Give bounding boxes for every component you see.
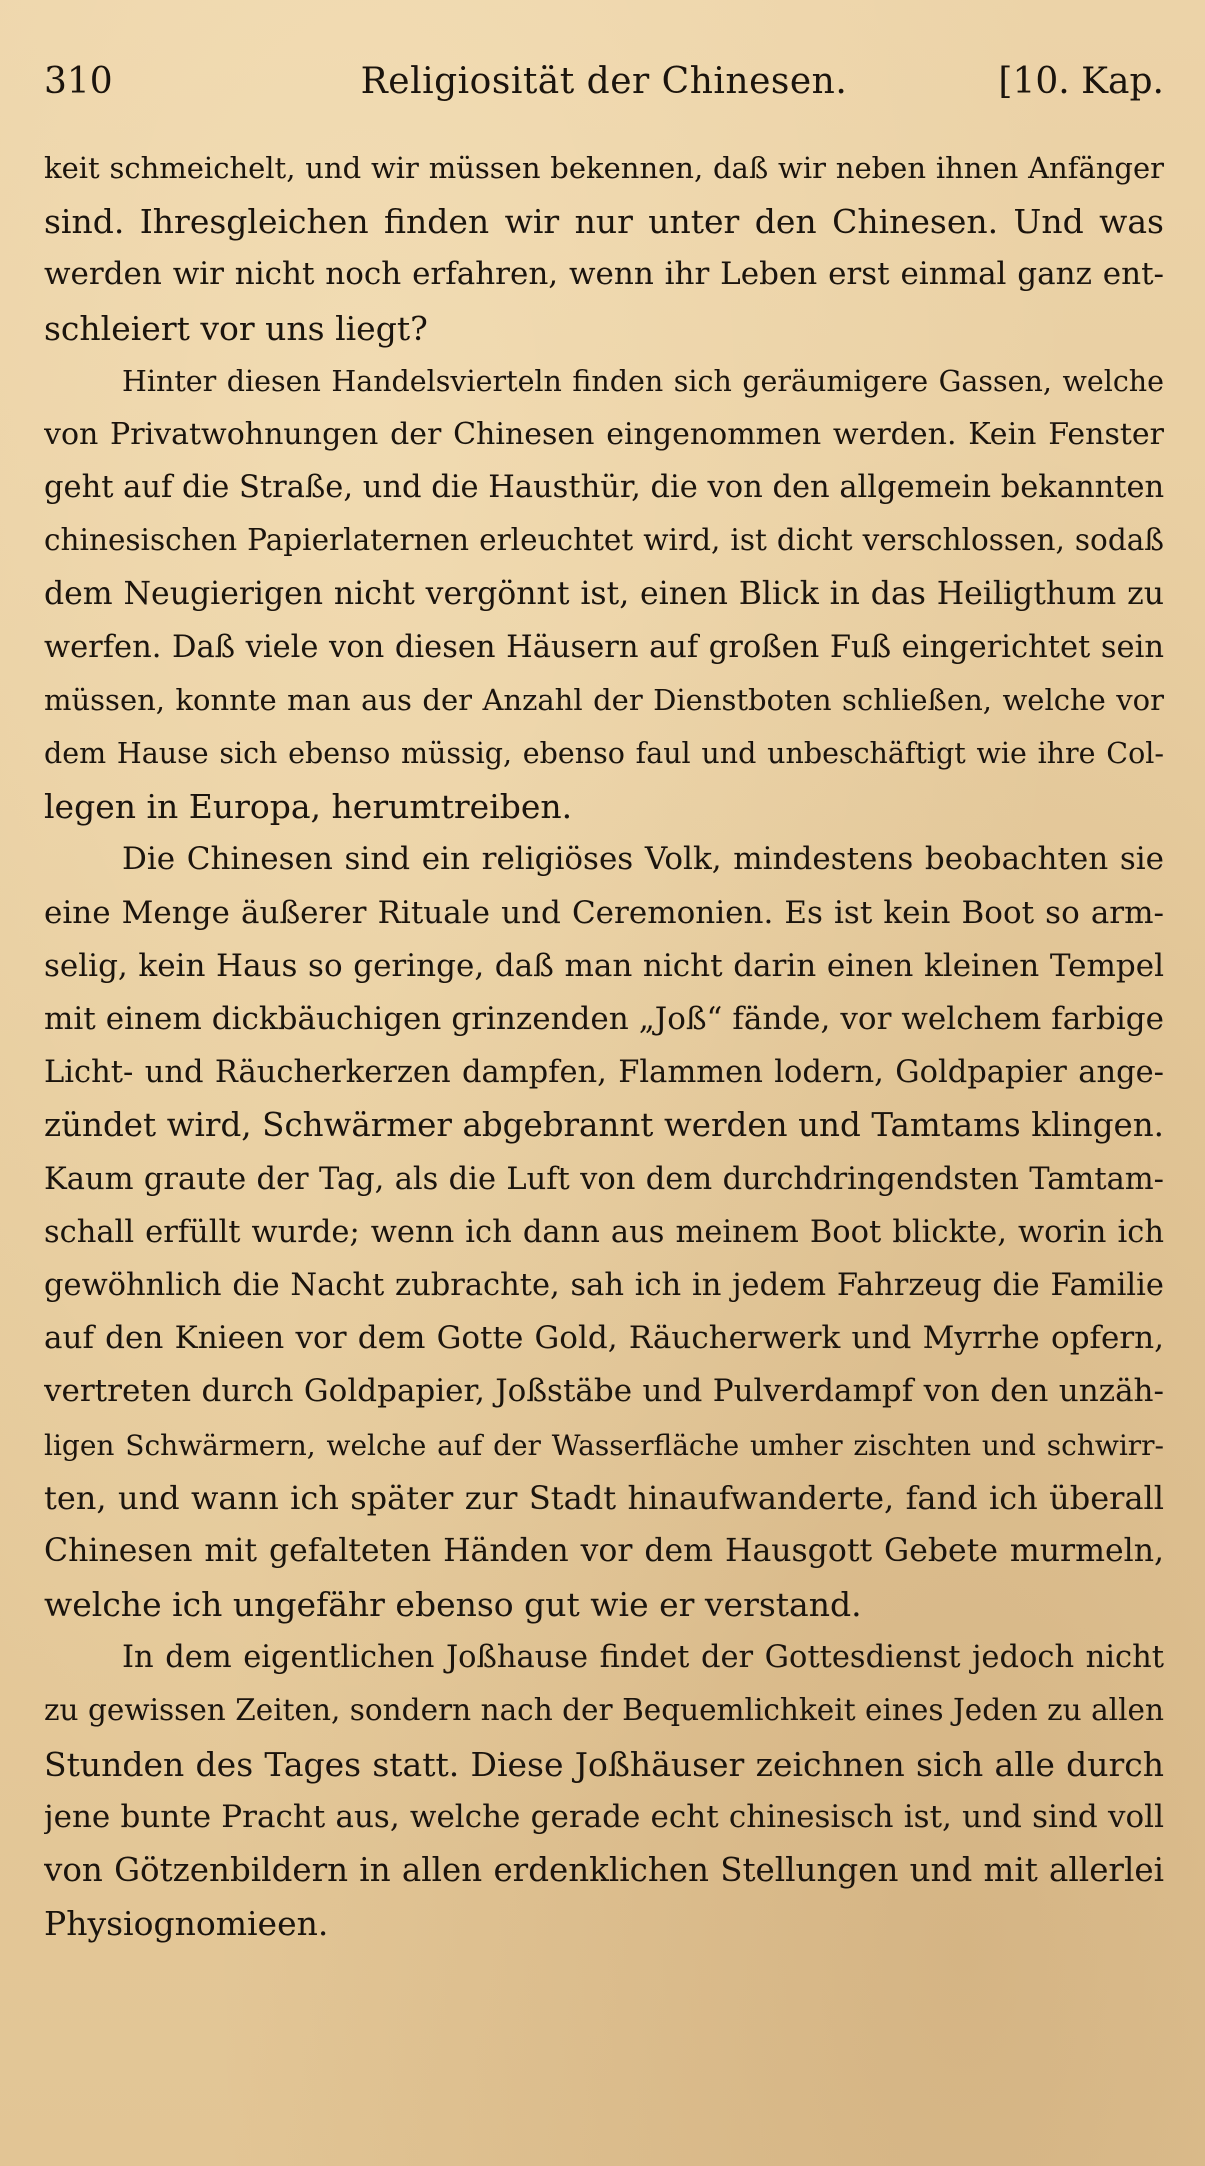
text-line: sind. Ihresgleichen finden wir nur unter den Chinesen. Und was [44,202,1164,242]
text-line: auf den Knieen vor dem Gotte Gold, Räucherwerk und Myrrhe opfern, [44,1320,1164,1357]
text-line: Die Chinesen sind ein religiöses Volk, mindestens beobachten sie [122,841,1164,878]
text-line: von Götzenbildern in allen erdenklichen Stellungen und mit allerlei [44,1851,1164,1889]
running-title: Religiosität der Chinesen. [360,61,848,102]
text-line: welche ich ungefähr ebenso gut wie er verstand. [44,1585,862,1625]
text-line: In dem eigentlichen Joßhause findet der Gottesdienst jedoch nicht [122,1640,1164,1676]
text-line: geht auf die Straße, und die Hausthür, die von den allgemein bekannten [44,470,1164,506]
text-line: keit schmeichelt, und wir müssen bekennen, daß wir neben ihnen Anfänger [44,151,1164,185]
text-line: Physiognomieen. [44,1904,329,1944]
text-line: ligen Schwärmern, welche auf der Wasserfläche umher zischten und schwirr- [44,1428,1164,1462]
page-number: 310 [44,61,113,102]
text-line: dem Hause sich ebenso müssig, ebenso faul und unbeschäftigt wie ihre Col- [44,737,1164,771]
text-line: Licht- und Räucherkerzen dampfen, Flammen lodern, Goldpapier ange- [44,1055,1164,1091]
page-header [44,52,1164,112]
text-line: zu gewissen Zeiten, sondern nach der Bequemlichkeit eines Jeden zu allen [44,1693,1164,1728]
text-line: legen in Europa, herumtreiben. [44,787,573,827]
text-line: schall erfüllt wurde; wenn ich dann aus meinem Boot blickte, worin ich [44,1214,1164,1250]
text-line: Hinter diesen Handelsvierteln finden sich geräumigere Gassen, welche [122,364,1164,398]
text-line: müssen, konnte man aus der Anzahl der Dienstboten schließen, welche vor [44,682,1164,717]
text-line: schleiert vor uns liegt? [44,308,428,348]
text-line: vertreten durch Goldpapier, Joßstäbe und Pulverdampf von den unzäh- [44,1373,1164,1410]
text-line: mit einem dickbäuchigen grinzenden „Joß“ fände, vor welchem farbige [44,1001,1164,1037]
text-line: von Privatwohnungen der Chinesen eingenommen werden. Kein Fenster [44,416,1164,452]
text-line: Stunden des Tages statt. Diese Joßhäuser zeichnen sich alle durch [44,1744,1164,1784]
text-line: zündet wird, Schwärmer abgebrannt werden und Tamtams klingen. [44,1106,1164,1145]
text-line: chinesischen Papierlaternen erleuchtet wird, ist dicht verschlossen, sodaß [44,523,1164,558]
text-line: werfen. Daß viele von diesen Häusern auf großen Fuß eingerichtet sein [44,629,1164,665]
text-line: gewöhnlich die Nacht zubrachte, sah ich in jedem Fahrzeug die Familie [44,1267,1164,1303]
text-line: eine Menge äußerer Rituale und Ceremonien. Es ist kein Boot so arm- [44,894,1164,931]
text-line: ten, und wann ich später zur Stadt hinaufwanderte, fand ich überall [44,1478,1164,1517]
body-text [44,142,1164,1950]
chapter-reference: [10. Kap. [998,61,1164,102]
text-line: selig, kein Haus so geringe, daß man nicht darin einen kleinen Tempel [44,947,1164,984]
text-line: werden wir nicht noch erfahren, wenn ihr Leben erst einmal ganz ent- [44,256,1164,293]
text-line: Chinesen mit gefalteten Händen vor dem Hausgott Gebete murmeln, [44,1532,1164,1569]
text-line: jene bunte Pracht aus, welche gerade echt chinesisch ist, und sind voll [44,1798,1164,1835]
text-line: Kaum graute der Tag, als die Luft von dem durchdringendsten Tamtam- [44,1161,1164,1197]
text-line: dem Neugierigen nicht vergönnt ist, einen Blick in das Heiligthum zu [44,575,1164,612]
